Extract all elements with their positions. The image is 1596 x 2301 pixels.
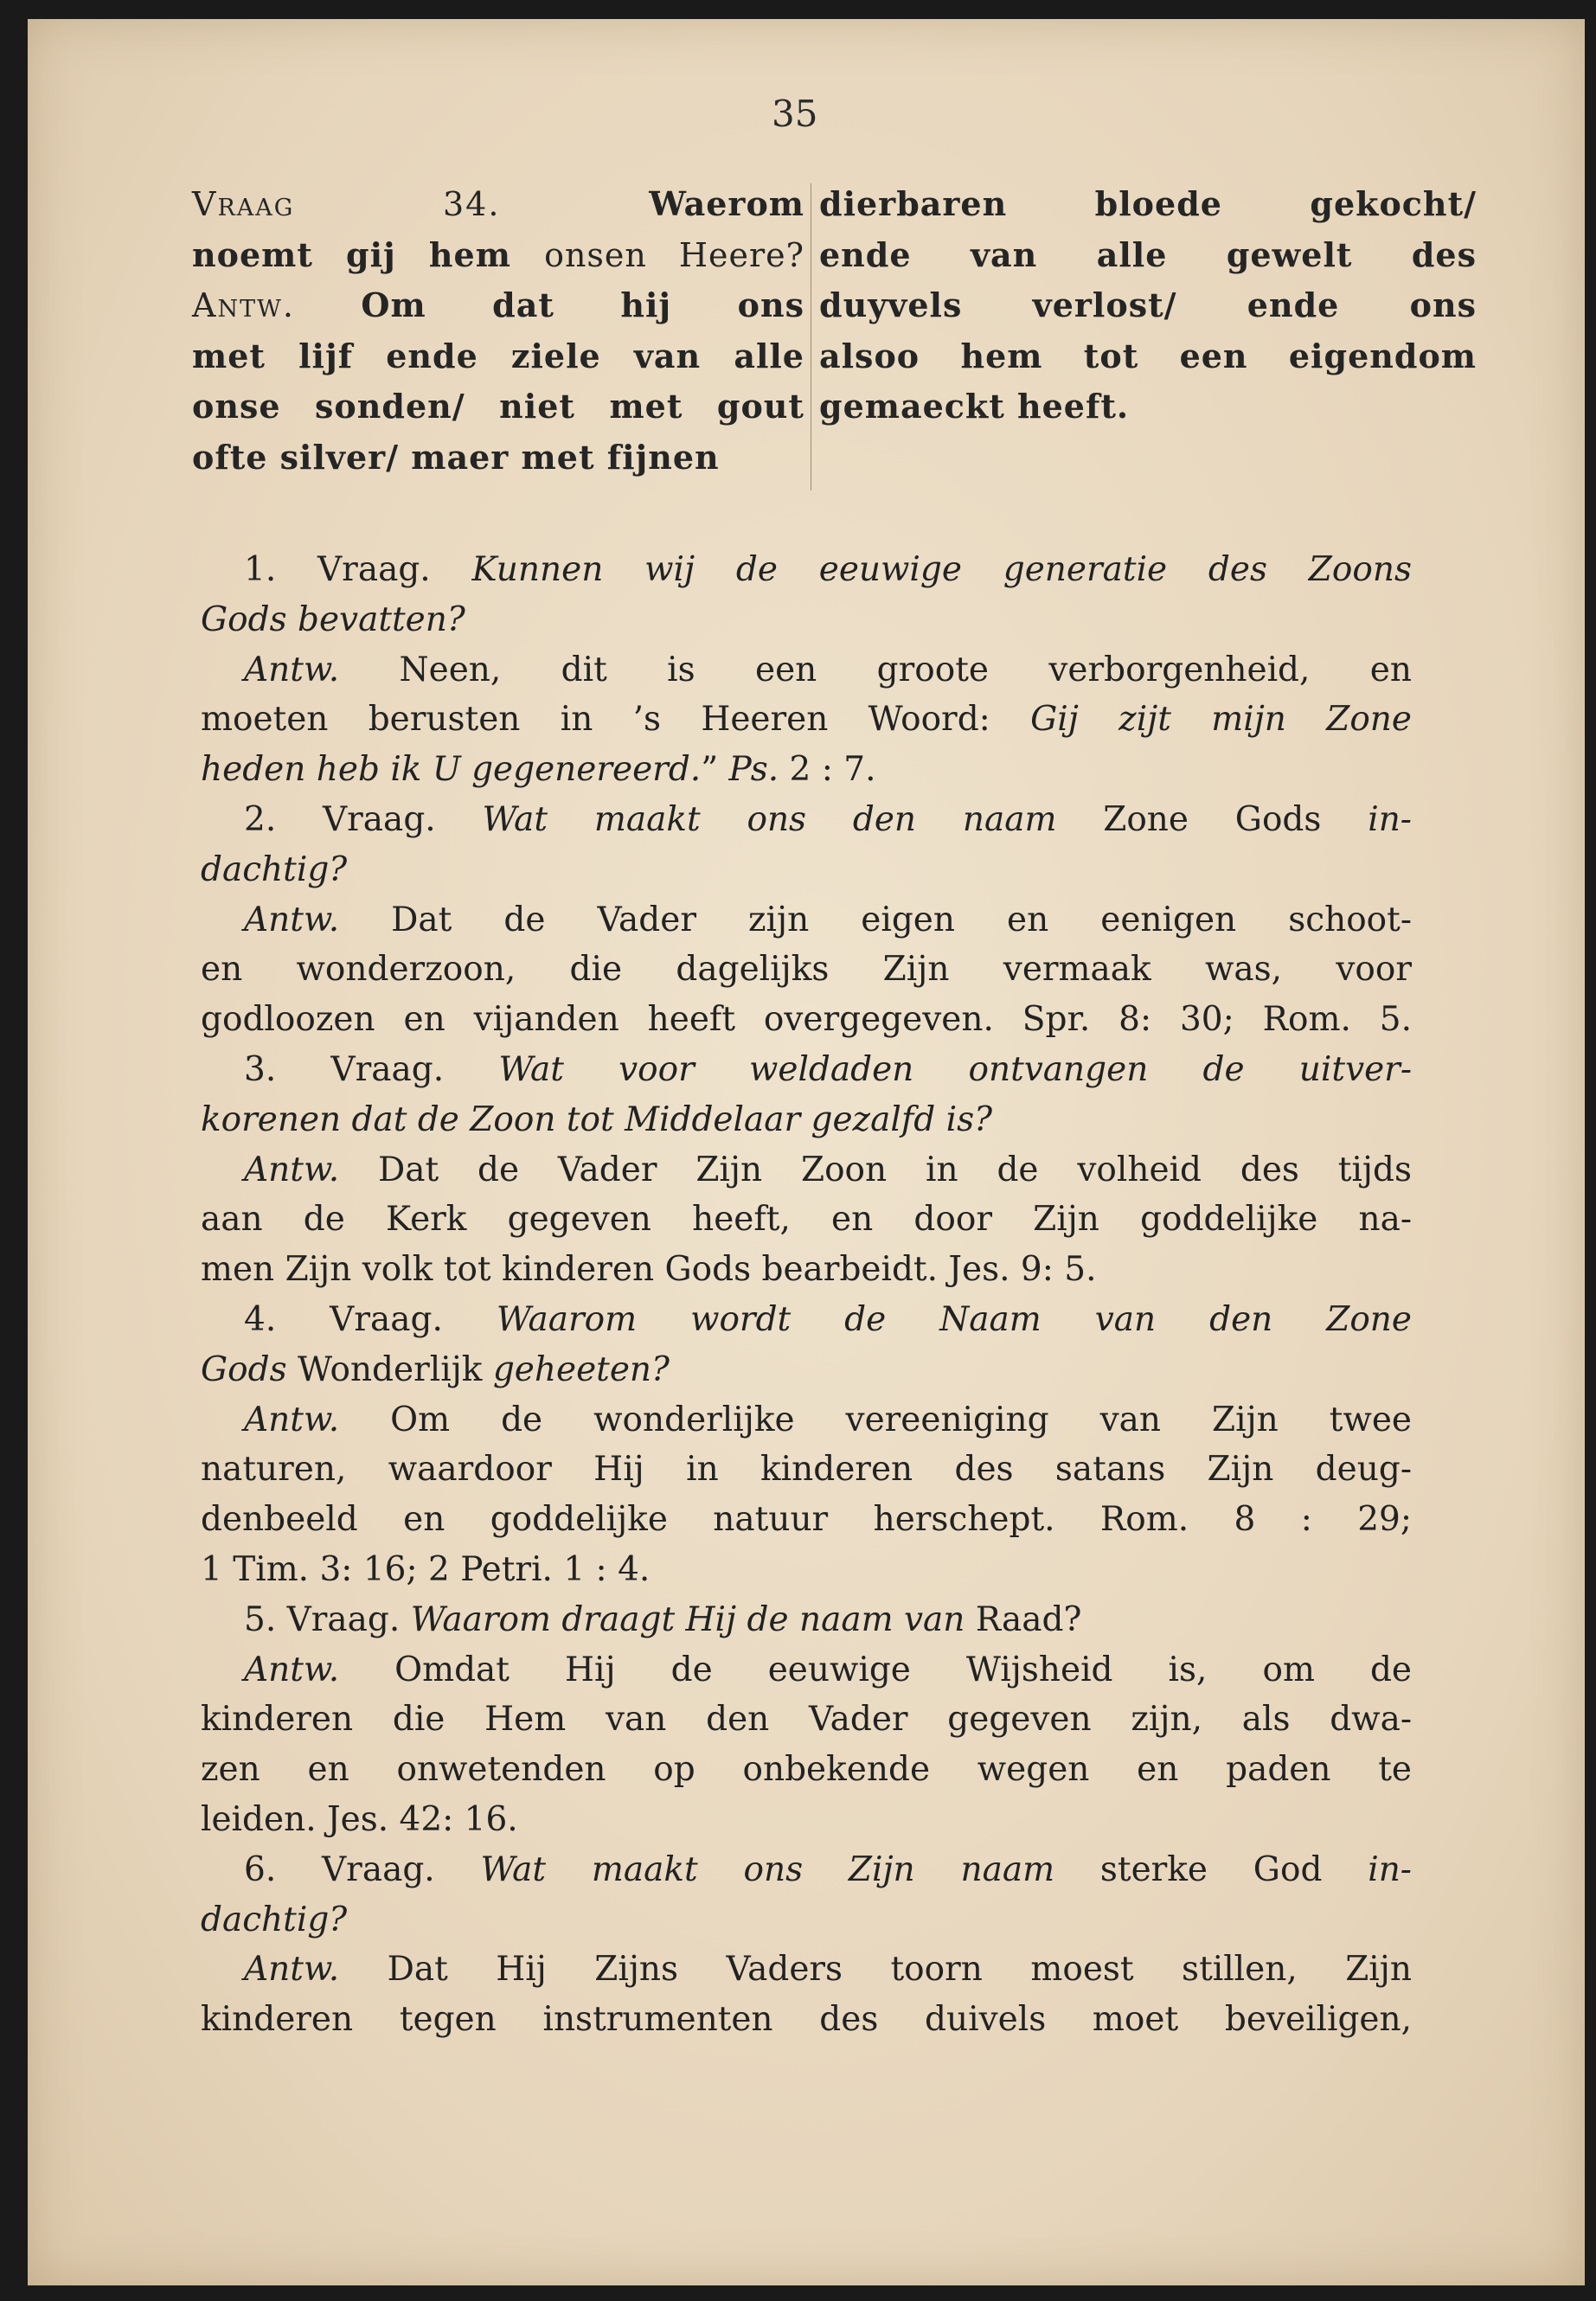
text-segment: Dat Hij Zijns Vaders toorn moest stillen, Zijn xyxy=(339,1950,1412,1990)
text-segment: Dat de Vader Zijn Zoon in de volheid des tijds xyxy=(339,1150,1412,1189)
text-segment: godloozen en vijanden heeft overgegeven. Spr. 8: 30; Rom. 5. xyxy=(201,1000,1412,1040)
text-line xyxy=(201,845,1412,895)
text-segment: Omdat Hij de eeuwige Wijsheid is, om de xyxy=(339,1650,1412,1689)
text-line xyxy=(201,695,1412,745)
text-segment: denbeeld en goddelijke natuur herschept. Rom. 8 : 29; xyxy=(201,1500,1412,1540)
italic-segment: Antw. xyxy=(244,1150,340,1189)
text-line xyxy=(201,1645,1412,1695)
italic-segment: Waarom draagt Hij de naam van xyxy=(410,1599,965,1639)
text-segment: ” xyxy=(701,750,729,790)
text-line xyxy=(201,1145,1412,1195)
italic-segment: Antw. xyxy=(244,1650,340,1689)
text-line xyxy=(201,895,1412,945)
page-number: 35 xyxy=(772,93,818,135)
text-segment: 1. Vraag. xyxy=(244,550,472,589)
old-right-line: gemaeckt heeft. xyxy=(819,387,1130,426)
text-segment: aan de Kerk gegeven heeft, en door Zijn goddelijke na- xyxy=(201,1200,1412,1240)
text-segment: en wonderzoon, die dagelijks Zijn vermaak was, voor xyxy=(201,950,1412,990)
text-segment: kinderen tegen instrumenten des duivels moet beveiligen, xyxy=(201,2000,1412,2040)
italic-segment: korenen dat de Zoon tot Middelaar gezalfd is? xyxy=(201,1099,993,1139)
text-line xyxy=(201,645,1412,695)
italic-segment: Kunnen wij de eeuwige generatie des Zoons xyxy=(471,550,1412,589)
text-line xyxy=(201,995,1412,1045)
old-label: Antw. xyxy=(192,286,295,324)
italic-segment: Waarom wordt de Naam van den Zone xyxy=(496,1299,1412,1339)
text-line xyxy=(201,1395,1412,1445)
old-left-line xyxy=(192,230,804,281)
text-line xyxy=(201,1845,1412,1895)
italic-segment: dachtig? xyxy=(201,1900,348,1939)
old-label: Vraag 34. xyxy=(192,185,501,223)
text-line xyxy=(201,1195,1412,1245)
old-right-line: ende van alle gewelt des xyxy=(819,234,1477,274)
italic-segment: dachtig? xyxy=(201,849,348,889)
italic-segment: Wat maakt ons Zijn naam xyxy=(480,1849,1055,1889)
italic-segment: Antw. xyxy=(244,1400,340,1439)
text-line xyxy=(201,1695,1412,1745)
text-segment: zen en onwetenden op onbekende wegen en paden te xyxy=(201,1750,1412,1790)
old-right-line: dierbaren bloede gekocht/ xyxy=(819,184,1477,223)
text-segment: 4. Vraag. xyxy=(244,1299,497,1339)
text-line xyxy=(201,1495,1412,1545)
italic-segment: geheeten? xyxy=(492,1349,670,1389)
italic-segment: heden heb ik U gegenereerd. xyxy=(201,750,702,790)
text-segment: 1 Tim. 3: 16; 2 Petri. 1 : 4. xyxy=(201,1549,651,1589)
text-line xyxy=(201,1995,1412,2045)
italic-segment: Gij zijt mijn Zone xyxy=(1030,700,1412,740)
old-left-line xyxy=(192,381,804,433)
old-text: met lijf ende ziele van alle xyxy=(192,336,804,375)
book-page xyxy=(28,19,1585,2285)
old-roman-text: onsen Heere? xyxy=(544,235,804,274)
italic-segment: Gods bevatten? xyxy=(201,599,465,639)
text-segment: Om de wonderlijke vereeniging van Zijn twee xyxy=(339,1400,1412,1439)
italic-segment: Antw. xyxy=(244,650,340,689)
text-segment: 5. Vraag. xyxy=(244,1599,411,1639)
text-line xyxy=(201,1545,1412,1595)
italic-segment: Ps. xyxy=(728,750,779,790)
italic-segment: Gods xyxy=(201,1349,287,1389)
text-segment: moeten berusten in ’s Heeren Woord: xyxy=(201,700,1031,740)
old-text: onse sonden/ niet met gout xyxy=(192,387,804,426)
old-left-line xyxy=(192,280,804,331)
italic-segment: Wat voor weldaden ontvangen de uitver- xyxy=(498,1049,1412,1089)
text-line xyxy=(201,545,1412,595)
text-segment: sterke God xyxy=(1054,1849,1368,1889)
text-segment: 6. Vraag. xyxy=(244,1849,481,1889)
text-segment: Raad? xyxy=(965,1599,1082,1639)
text-segment: 2 : 7. xyxy=(779,750,876,790)
text-segment: Dat de Vader zijn eigen en eenigen schoot- xyxy=(339,900,1412,939)
old-text: Om dat hij ons xyxy=(361,285,804,324)
text-line xyxy=(201,1445,1412,1495)
question-answer-text xyxy=(201,545,1412,2045)
old-text: noemt gij hem xyxy=(192,234,545,274)
old-left-line xyxy=(192,179,804,230)
italic-segment: Antw. xyxy=(244,900,340,939)
old-left-line xyxy=(192,433,804,484)
text-line xyxy=(201,595,1412,645)
italic-segment: in- xyxy=(1368,799,1412,839)
text-segment: leiden. Jes. 42: 16. xyxy=(201,1799,518,1839)
text-segment: Zone Gods xyxy=(1056,799,1368,839)
text-line xyxy=(201,1245,1412,1295)
text-line xyxy=(201,1795,1412,1845)
text-line xyxy=(201,945,1412,995)
old-catechism-left-column xyxy=(192,179,804,483)
text-segment: 3. Vraag. xyxy=(244,1049,499,1089)
text-line xyxy=(201,1095,1412,1145)
italic-segment: Wat maakt ons den naam xyxy=(482,799,1057,839)
text-line xyxy=(201,1745,1412,1795)
text-line xyxy=(201,795,1412,845)
text-line xyxy=(201,745,1412,795)
old-text: ofte silver/ maer met fijnen xyxy=(192,437,720,477)
text-segment: Wonderlijk xyxy=(286,1349,493,1389)
text-segment: kinderen die Hem van den Vader gegeven zijn, als dwa- xyxy=(201,1700,1412,1740)
text-segment: naturen, waardoor Hij in kinderen des satans Zijn deug- xyxy=(201,1450,1412,1490)
old-text: Waerom xyxy=(649,184,804,223)
old-right-line: alsoo hem tot een eigendom xyxy=(819,336,1477,375)
text-line xyxy=(201,1895,1412,1945)
italic-segment: in- xyxy=(1368,1849,1412,1889)
italic-segment: Antw. xyxy=(244,1950,340,1990)
text-segment: Neen, dit is een groote verborgenheid, en xyxy=(339,650,1412,689)
text-line xyxy=(201,1595,1412,1645)
text-line xyxy=(201,1345,1412,1395)
text-line xyxy=(201,1295,1412,1345)
text-line xyxy=(201,1945,1412,1995)
text-segment: 2. Vraag. xyxy=(244,799,483,839)
old-left-line xyxy=(192,331,804,382)
text-segment: men Zijn volk tot kinderen Gods bearbeidt. Jes. 9: 5. xyxy=(201,1250,1097,1290)
old-right-line: duyvels verlost/ ende ons xyxy=(819,285,1477,324)
text-line xyxy=(201,1045,1412,1095)
old-catechism-right-column xyxy=(819,179,1477,433)
